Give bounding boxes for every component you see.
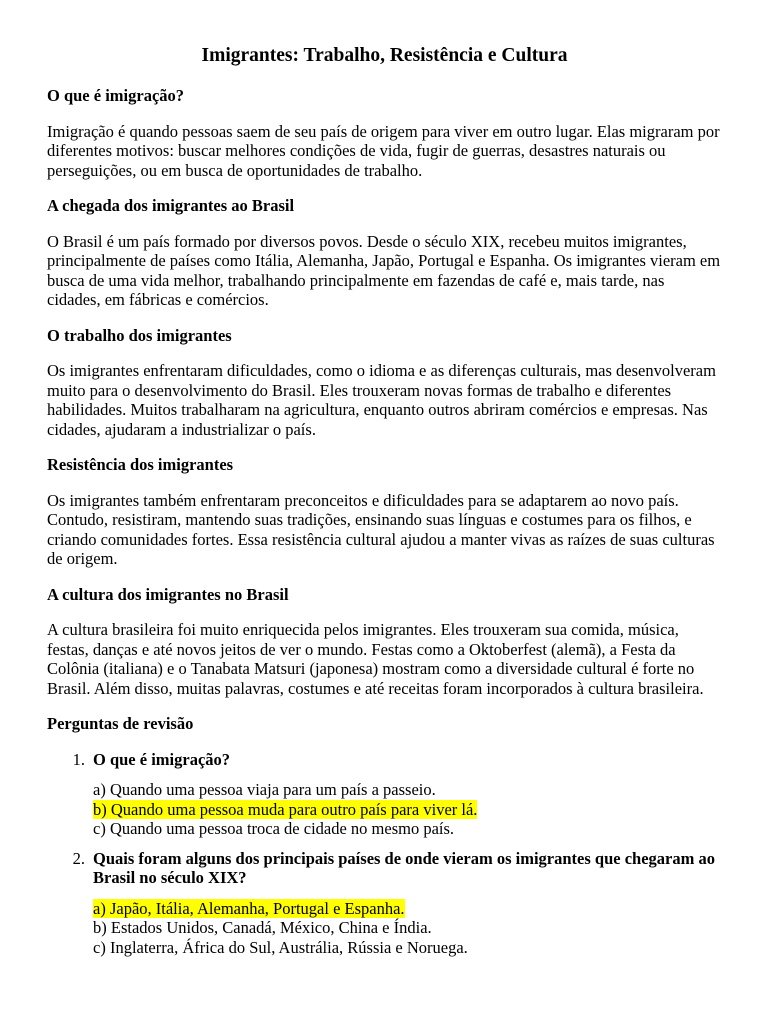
- answer-option-text: c) Quando uma pessoa troca de cidade no mesmo país.: [93, 819, 455, 838]
- question-list: [47, 750, 722, 958]
- section-paragraph: A cultura brasileira foi muito enriquecida pelos imigrantes. Eles trouxeram sua comida, música, festas, danças e até novos jeitos de ver o mundo. Festas como a Oktoberfest (alemã), a Festa da Colônia (italiana) e o Tanabata Matsuri (japonesa) mostram como a diversidade cultural é forte no Brasil. Além disso, muitas palavras, costumes e até receitas foram incorporados à cultura brasileira.: [47, 620, 704, 698]
- answer-option: [93, 918, 722, 938]
- question-text: Quais foram alguns dos principais países de onde vieram os imigrantes que chegaram ao Brasil no século XIX?: [93, 848, 715, 887]
- section-what-is-immigration: [47, 86, 722, 180]
- review-heading: Perguntas de revisão: [47, 714, 194, 733]
- question-number: 2.: [72, 848, 85, 868]
- section-heading: O que é imigração?: [47, 86, 185, 105]
- section-arrival: [47, 196, 722, 310]
- section-paragraph: Os imigrantes também enfrentaram preconceitos e dificuldades para se adaptarem ao novo país. Contudo, resistiram, mantendo suas tradições, ensinando suas línguas e costumes para os filhos, e criando comunidades fortes. Essa resistência cultural ajudou a manter vivas as raízes de suas culturas de origem.: [47, 490, 715, 568]
- section-paragraph: Imigração é quando pessoas saem de seu país de origem para viver em outro lugar. Elas migraram por diferentes motivos: buscar melhores condições de vida, fugir de guerras, desastres naturais ou perseguições, ou em busca de oportunidades de trabalho.: [47, 121, 720, 180]
- answer-option-text: b) Estados Unidos, Canadá, México, China e Índia.: [93, 918, 432, 937]
- document-title: Imigrantes: Trabalho, Resistência e Cultura: [201, 45, 568, 66]
- answer-option-highlighted: [93, 899, 722, 919]
- question-body: [93, 849, 722, 958]
- answer-option-highlighted: [93, 800, 722, 820]
- section-paragraph: Os imigrantes enfrentaram dificuldades, como o idioma e as diferenças culturais, mas desenvolveram muito para o desenvolvimento do Brasil. Eles trouxeram novas formas de trabalho e diferentes habilidades. Muitos trabalharam na agricultura, enquanto outros abriram comércios e empresas. Nas cidades, ajudaram a industrializar o país.: [47, 361, 716, 439]
- answer-option-text: a) Quando uma pessoa viaja para um país a passeio.: [93, 780, 436, 799]
- answer-option: [93, 938, 722, 958]
- section-resistance: [47, 455, 722, 569]
- question-item: [47, 750, 722, 839]
- section-heading: O trabalho dos imigrantes: [47, 325, 232, 345]
- section-heading: A cultura dos imigrantes no Brasil: [47, 584, 289, 604]
- section-heading: A chegada dos imigrantes ao Brasil: [47, 196, 295, 215]
- section-culture: [47, 585, 722, 699]
- review-questions: [47, 714, 722, 957]
- answer-option: [93, 819, 722, 839]
- answer-option-text: c) Inglaterra, África do Sul, Austrália, Rússia e Noruega.: [93, 937, 468, 957]
- section-heading: Resistência dos imigrantes: [47, 455, 234, 474]
- answer-option-text: b) Quando uma pessoa muda para outro país para viver lá.: [93, 799, 478, 819]
- answer-option-text: a) Japão, Itália, Alemanha, Portugal e Espanha.: [93, 898, 405, 918]
- question-number: 1.: [72, 749, 85, 769]
- question-text: O que é imigração?: [93, 749, 231, 769]
- section-paragraph: O Brasil é um país formado por diversos povos. Desde o século XIX, recebeu muitos imigrantes, principalmente de países como Itália, Alemanha, Japão, Portugal e Espanha. Os imigrantes vieram em busca de uma vida melhor, trabalhando principalmente em fazendas de café e, mais tarde, nas cidades, em fábricas e comércios.: [47, 231, 721, 309]
- section-work: [47, 326, 722, 440]
- question-item: [47, 849, 722, 958]
- answer-option: [93, 780, 722, 800]
- question-body: [93, 750, 722, 839]
